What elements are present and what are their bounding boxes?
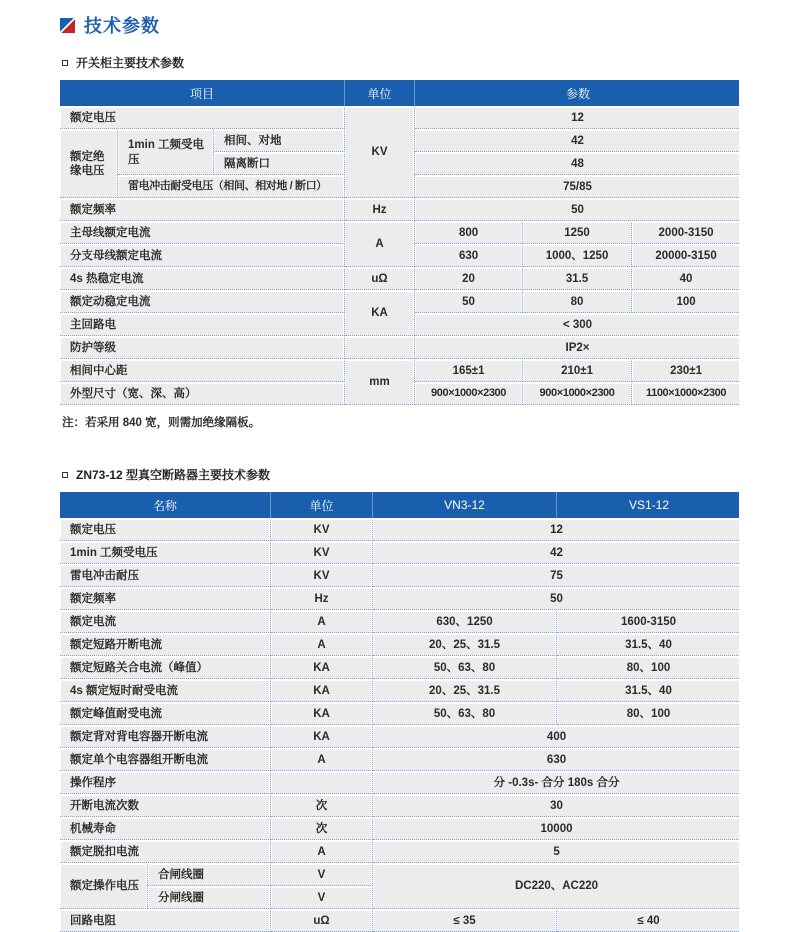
table-row	[60, 587, 739, 610]
unit-cell: KV	[345, 106, 415, 198]
table-row	[60, 221, 739, 244]
column-header: 参数	[415, 80, 739, 106]
value-cell: 20000-3150	[632, 244, 739, 267]
unit-cell: KA	[345, 290, 415, 336]
row-label: 回路电阻	[60, 909, 271, 932]
value-cell: 12	[415, 106, 739, 129]
value-cell: 42	[415, 129, 739, 152]
unit-cell: V	[271, 886, 373, 909]
row-label: 开断电流次数	[60, 794, 271, 817]
value-cell: 100	[632, 290, 739, 313]
unit-cell: 次	[271, 817, 373, 840]
value-cell: 48	[415, 152, 739, 175]
value-cell: 800	[415, 221, 523, 244]
section1-title-row	[62, 54, 738, 71]
unit-cell	[271, 771, 373, 794]
table-row	[60, 840, 739, 863]
table-row	[60, 725, 739, 748]
unit-cell: KA	[271, 725, 373, 748]
row-label: 额定动稳定电流	[60, 290, 345, 313]
value-cell: 31.5、40	[557, 679, 739, 702]
value-cell: 80、100	[557, 702, 739, 725]
table-row	[60, 541, 739, 564]
table-row	[60, 336, 739, 359]
sub-label: 相间、对地	[214, 129, 345, 152]
column-header: VS1-12	[557, 492, 739, 518]
sub-label: 雷电冲击耐受电压（相间、相对地 / 断口）	[118, 175, 345, 198]
unit-cell: KV	[271, 564, 373, 587]
value-cell: 80、100	[557, 656, 739, 679]
table-row	[60, 633, 739, 656]
value-cell: 230±1	[632, 359, 739, 382]
value-cell: 2000-3150	[632, 221, 739, 244]
unit-cell: KA	[271, 656, 373, 679]
unit-cell: 次	[271, 794, 373, 817]
value-cell: 20、25、31.5	[373, 679, 557, 702]
value-cell: 630、1250	[373, 610, 557, 633]
row-label: 额定频率	[60, 198, 345, 221]
value-cell: 400	[373, 725, 739, 748]
row-label: 额定电压	[60, 518, 271, 541]
row-label: 主母线额定电流	[60, 221, 345, 244]
sub-label: 隔离断口	[214, 152, 345, 175]
unit-cell: KA	[271, 702, 373, 725]
row-label: 额定电流	[60, 610, 271, 633]
section2-title: ZN73-12 型真空断路器主要技术参数	[76, 468, 271, 482]
value-cell: 165±1	[415, 359, 523, 382]
value-cell: < 300	[415, 313, 739, 336]
unit-cell: V	[271, 863, 373, 886]
row-label: 1min 工频受电压	[60, 541, 271, 564]
row-label: 雷电冲击耐压	[60, 564, 271, 587]
table-row	[60, 267, 739, 290]
value-cell: 75/85	[415, 175, 739, 198]
unit-cell: A	[271, 748, 373, 771]
value-cell: 10000	[373, 817, 739, 840]
row-label: 机械寿命	[60, 817, 271, 840]
unit-cell: uΩ	[345, 267, 415, 290]
value-cell: 210±1	[523, 359, 632, 382]
value-cell: 630	[415, 244, 523, 267]
row-label: 额定绝缘电压	[60, 129, 118, 198]
value-cell: 50、63、80	[373, 656, 557, 679]
unit-cell: A	[345, 221, 415, 267]
value-cell: 20、25、31.5	[373, 633, 557, 656]
table-row	[60, 702, 739, 725]
value-cell: 20	[415, 267, 523, 290]
table-row	[60, 656, 739, 679]
row-label: 额定电压	[60, 106, 345, 129]
value-cell: 50、63、80	[373, 702, 557, 725]
unit-cell: Hz	[271, 587, 373, 610]
value-cell: 31.5	[523, 267, 632, 290]
unit-cell: KV	[271, 518, 373, 541]
table-row	[60, 863, 739, 886]
value-cell: 900×1000×2300	[415, 382, 523, 405]
row-label: 相间中心距	[60, 359, 345, 382]
row-label: 额定峰值耐受电流	[60, 702, 271, 725]
section-marker-icon	[60, 18, 75, 33]
switchgear-params-table	[60, 80, 739, 405]
row-label: 分支母线额定电流	[60, 244, 345, 267]
value-cell: 5	[373, 840, 739, 863]
row-label: 4s 热稳定电流	[60, 267, 345, 290]
row-label: 主回路电	[60, 313, 345, 336]
row-label: 4s 额定短时耐受电流	[60, 679, 271, 702]
value-cell: 42	[373, 541, 739, 564]
value-cell: 50	[373, 587, 739, 610]
unit-cell: KA	[271, 679, 373, 702]
table-row	[60, 198, 739, 221]
row-label: 额定背对背电容器开断电流	[60, 725, 271, 748]
row-label: 防护等级	[60, 336, 345, 359]
unit-cell: A	[271, 840, 373, 863]
row-label: 额定频率	[60, 587, 271, 610]
table-row	[60, 817, 739, 840]
value-cell: 50	[415, 290, 523, 313]
row-label: 额定短路关合电流（峰值）	[60, 656, 271, 679]
unit-cell: mm	[345, 359, 415, 405]
row-label: 额定操作电压	[60, 863, 148, 909]
square-bullet-icon	[62, 60, 68, 66]
sub-label: 分闸线圈	[148, 886, 271, 909]
table-row	[60, 564, 739, 587]
table-note: 注：若采用 840 宽，则需加绝缘隔板。	[62, 417, 261, 429]
page-title-row	[60, 12, 740, 38]
sub-label: 1min 工频受电压	[118, 129, 214, 175]
value-cell: 1250	[523, 221, 632, 244]
value-cell: 75	[373, 564, 739, 587]
column-header: 单位	[271, 492, 373, 518]
value-cell: DC220、AC220	[373, 863, 739, 909]
value-cell: 80	[523, 290, 632, 313]
table-row	[60, 359, 739, 382]
section1-title: 开关柜主要技术参数	[76, 56, 185, 70]
table-row	[60, 610, 739, 633]
unit-cell: A	[271, 610, 373, 633]
row-label: 额定脱扣电流	[60, 840, 271, 863]
column-header: VN3-12	[373, 492, 557, 518]
value-cell: 30	[373, 794, 739, 817]
unit-cell	[345, 336, 415, 359]
sub-label: 合闸线圈	[148, 863, 271, 886]
table-row	[60, 290, 739, 313]
value-cell: ≤ 40	[557, 909, 739, 932]
column-header: 单位	[345, 80, 415, 106]
row-label: 操作程序	[60, 771, 271, 794]
table-row	[60, 794, 739, 817]
row-label: 额定单个电容器组开断电流	[60, 748, 271, 771]
value-cell: 分 -0.3s- 合分 180s 合分	[373, 771, 739, 794]
section2-title-row	[62, 466, 738, 483]
value-cell: 630	[373, 748, 739, 771]
table-row	[60, 518, 739, 541]
column-header: 项目	[60, 80, 345, 106]
row-label: 外型尺寸（宽、深、高）	[60, 382, 345, 405]
value-cell: 1100×1000×2300	[632, 382, 739, 405]
square-bullet-icon	[62, 472, 68, 478]
table-row	[60, 748, 739, 771]
unit-cell: KV	[271, 541, 373, 564]
value-cell: 40	[632, 267, 739, 290]
unit-cell: Hz	[345, 198, 415, 221]
value-cell: 1000、1250	[523, 244, 632, 267]
value-cell: ≤ 35	[373, 909, 557, 932]
column-header: 名称	[60, 492, 271, 518]
value-cell: 50	[415, 198, 739, 221]
unit-cell: uΩ	[271, 909, 373, 932]
table-row	[60, 909, 739, 932]
unit-cell: A	[271, 633, 373, 656]
value-cell: IP2×	[415, 336, 739, 359]
value-cell: 31.5、40	[557, 633, 739, 656]
breaker-params-table	[60, 492, 739, 932]
value-cell: 1600-3150	[557, 610, 739, 633]
page-title: 技术参数	[84, 16, 160, 36]
table-row	[60, 771, 739, 794]
table-row	[60, 679, 739, 702]
value-cell: 12	[373, 518, 739, 541]
table-row	[60, 106, 739, 129]
value-cell: 900×1000×2300	[523, 382, 632, 405]
row-label: 额定短路开断电流	[60, 633, 271, 656]
